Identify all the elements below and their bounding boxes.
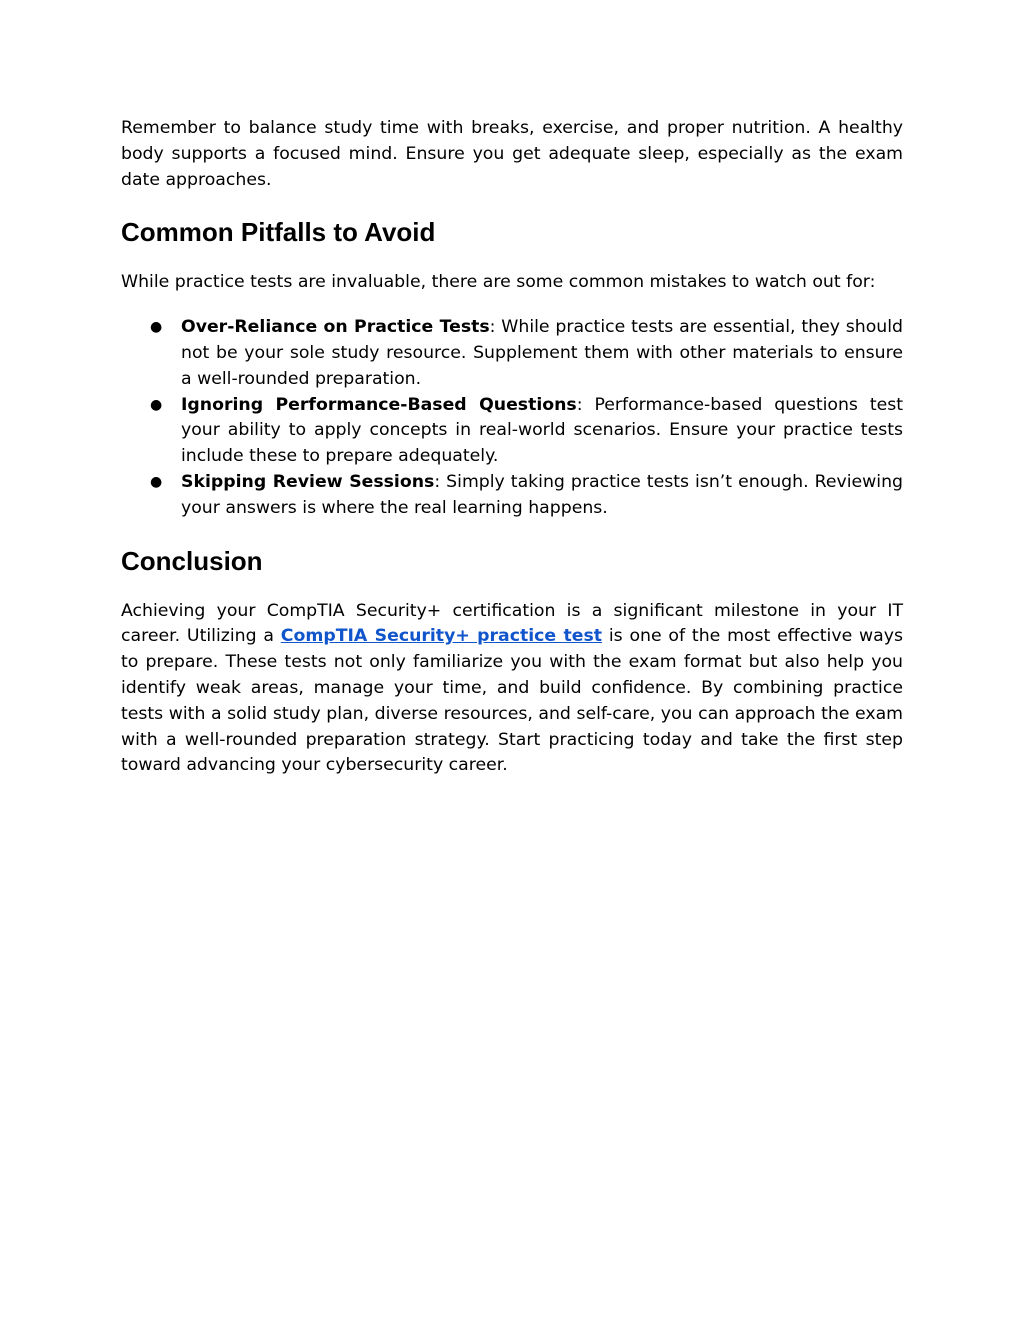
list-item-text: : Simply taking practice tests isn’t enough. Reviewing your answers is where the real learning happens.: [181, 471, 903, 518]
bullet-icon: ●: [150, 319, 163, 336]
list-item-title: Over-Reliance on Practice Tests: [181, 317, 490, 338]
list-item: [121, 393, 903, 470]
list-item-title: Ignoring Performance-Based Questions: [181, 394, 577, 415]
conclusion-text-before-link: Achieving your CompTIA Security+ certification is a significant milestone in your IT career. Utilizing a: [121, 600, 903, 647]
pitfalls-list: [121, 315, 903, 521]
conclusion-heading: Conclusion: [121, 545, 263, 576]
list-item-title: Skipping Review Sessions: [181, 471, 435, 492]
intro-paragraph: Remember to balance study time with breaks, exercise, and proper nutrition. A healthy body supports a focused mind. Ensure you get adequate sleep, especially as the exam date approaches.: [121, 118, 903, 190]
list-item-text: : Performance-based questions test your ability to apply concepts in real-world scenarios. Ensure your practice tests include these to prepare adequately.: [181, 394, 904, 467]
bullet-icon: ●: [150, 396, 163, 413]
conclusion-text-after-link: is one of the most effective ways to prepare. These tests not only familiarize you with the exam format but also help you identify weak areas, manage your time, and build confidence. By combining practice tests with a solid study plan, diverse resources, and self-care, you can approach the exam with a well-rounded preparation strategy. Start practicing today and take the first step toward advancing your cybersecurity career.: [121, 626, 903, 776]
pitfalls-intro-paragraph: While practice tests are invaluable, there are some common mistakes to watch out for:: [121, 272, 876, 293]
list-item: [121, 470, 903, 522]
practice-test-link[interactable]: CompTIA Security+ practice test: [280, 626, 602, 647]
list-item-text: : While practice tests are essential, they should not be your sole study resource. Supplement them with other materials to ensure a well-rounded preparation.: [181, 317, 903, 389]
list-item: [121, 315, 903, 392]
pitfalls-heading: Common Pitfalls to Avoid: [121, 217, 436, 248]
conclusion-paragraph: [121, 599, 903, 780]
bullet-icon: ●: [150, 473, 163, 490]
document-page: [121, 116, 903, 779]
